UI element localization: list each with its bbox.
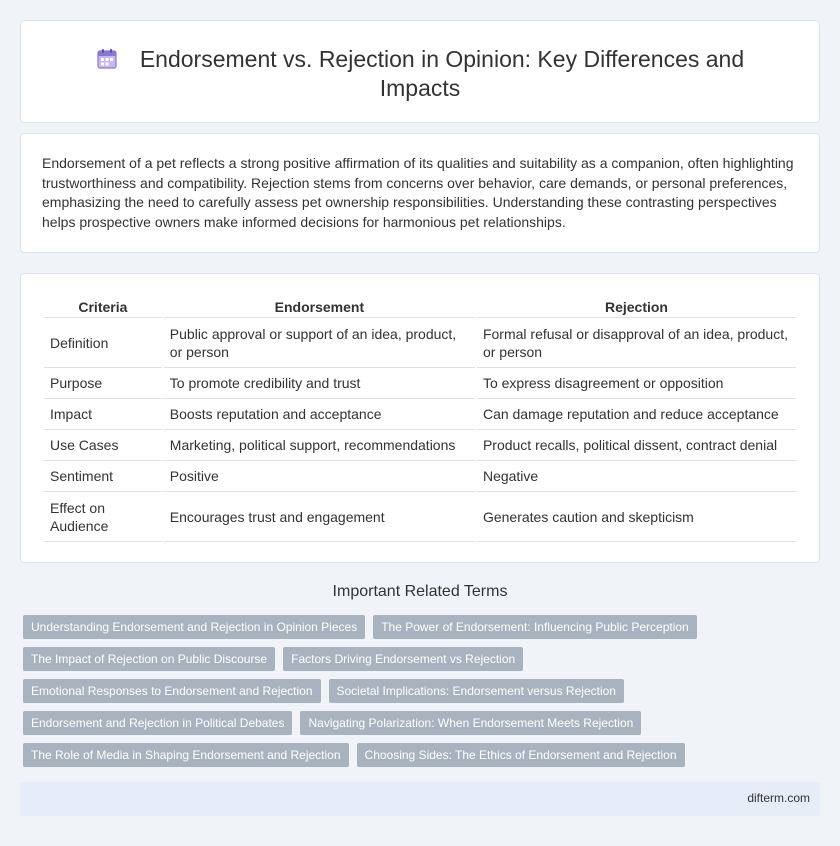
table-cell: Effect on Audience <box>44 492 162 542</box>
table-cell: Purpose <box>44 368 162 399</box>
table-cell: To promote credibility and trust <box>164 368 475 399</box>
related-term-link[interactable]: The Power of Endorsement: Influencing Public Perception <box>373 615 697 639</box>
comparison-table <box>42 296 798 542</box>
table-cell: Impact <box>44 399 162 430</box>
table-cell: Generates caution and skepticism <box>477 492 796 542</box>
related-terms-heading: Important Related Terms <box>332 583 508 600</box>
related-term-link[interactable]: Societal Implications: Endorsement versus Rejection <box>329 679 624 703</box>
page-title-wrap <box>61 45 779 103</box>
table-cell: Public approval or support of an idea, product, or person <box>164 318 475 368</box>
related-term-link[interactable]: Factors Driving Endorsement vs Rejection <box>283 647 523 671</box>
related-term-link[interactable]: Emotional Responses to Endorsement and Rejection <box>23 679 321 703</box>
table-cell: Boosts reputation and acceptance <box>164 399 475 430</box>
table-cell: Marketing, political support, recommendations <box>164 430 475 461</box>
comparison-card <box>20 273 820 563</box>
related-term-link[interactable]: Choosing Sides: The Ethics of Endorsement and Rejection <box>357 743 685 767</box>
table-row <box>44 368 796 399</box>
related-term-link[interactable]: Navigating Polarization: When Endorsement Meets Rejection <box>300 711 641 735</box>
table-header-row <box>44 296 796 318</box>
related-term-link[interactable]: Endorsement and Rejection in Political Debates <box>23 711 292 735</box>
page-title: Endorsement vs. Rejection in Opinion: Key Differences and Impacts <box>139 46 745 101</box>
intro-paragraph: Endorsement of a pet reflects a strong positive affirmation of its qualities and suitability as a companion, often highlighting trustworthiness and compatibility. Rejection stems from concerns over behavior, care demands, or personal preferences, emphasizing the need to carefully assess pet ownership responsibilities. Understanding these contrasting perspectives helps prospective owners make informed decisions for harmonious pet relationships. <box>42 155 794 230</box>
table-cell: Can damage reputation and reduce acceptance <box>477 399 796 430</box>
table-cell: Positive <box>164 461 475 492</box>
table-cell: Sentiment <box>44 461 162 492</box>
intro-card <box>20 133 820 253</box>
table-cell: Product recalls, political dissent, contract denial <box>477 430 796 461</box>
related-terms-list <box>23 615 723 775</box>
footer <box>20 782 820 816</box>
table-row <box>44 318 796 368</box>
header-rejection: Rejection <box>477 296 796 318</box>
site-link[interactable]: difterm.com <box>747 791 810 805</box>
related-term-link[interactable]: The Role of Media in Shaping Endorsement and Rejection <box>23 743 349 767</box>
header-criteria: Criteria <box>44 296 162 318</box>
calendar-icon <box>96 48 118 70</box>
table-cell: Negative <box>477 461 796 492</box>
table-cell: Encourages trust and engagement <box>164 492 475 542</box>
table-cell: Formal refusal or disapproval of an idea, product, or person <box>477 318 796 368</box>
related-term-link[interactable]: The Impact of Rejection on Public Discourse <box>23 647 275 671</box>
table-cell: To express disagreement or opposition <box>477 368 796 399</box>
table-row <box>44 461 796 492</box>
header-endorsement: Endorsement <box>164 296 475 318</box>
table-row <box>44 430 796 461</box>
header-card <box>20 20 820 123</box>
table-row <box>44 492 796 542</box>
table-cell: Definition <box>44 318 162 368</box>
table-row <box>44 399 796 430</box>
related-term-link[interactable]: Understanding Endorsement and Rejection in Opinion Pieces <box>23 615 365 639</box>
table-cell: Use Cases <box>44 430 162 461</box>
